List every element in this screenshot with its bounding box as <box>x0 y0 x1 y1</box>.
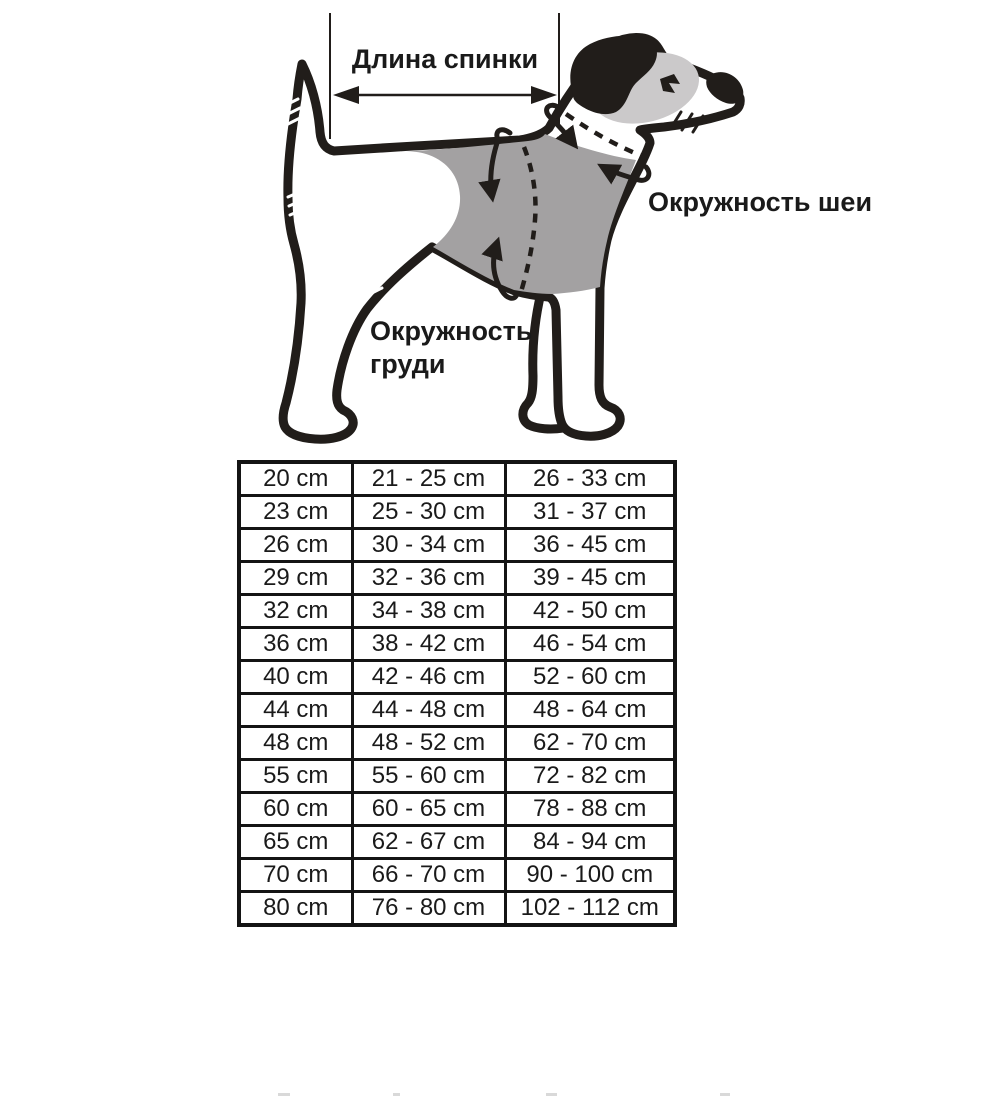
table-cell: 90 - 100 cm <box>505 859 675 892</box>
table-cell: 80 cm <box>239 892 352 926</box>
back-length-measure <box>330 13 559 139</box>
cropped-edge-mark <box>546 1093 557 1096</box>
table-cell: 42 - 50 cm <box>505 595 675 628</box>
chest-girth-label-line2: груди <box>370 349 446 379</box>
table-cell: 36 - 45 cm <box>505 529 675 562</box>
table-cell: 84 - 94 cm <box>505 826 675 859</box>
table-cell: 30 - 34 cm <box>352 529 505 562</box>
table-cell: 76 - 80 cm <box>352 892 505 926</box>
table-cell: 66 - 70 cm <box>352 859 505 892</box>
table-cell: 46 - 54 cm <box>505 628 675 661</box>
table-cell: 72 - 82 cm <box>505 760 675 793</box>
table-cell: 32 - 36 cm <box>352 562 505 595</box>
table-cell: 52 - 60 cm <box>505 661 675 694</box>
table-cell: 60 - 65 cm <box>352 793 505 826</box>
table-cell: 34 - 38 cm <box>352 595 505 628</box>
table-cell: 70 cm <box>239 859 352 892</box>
table-cell: 20 cm <box>239 462 352 496</box>
table-cell: 44 cm <box>239 694 352 727</box>
table-row <box>239 562 675 595</box>
table-cell: 26 - 33 cm <box>505 462 675 496</box>
table-cell: 29 cm <box>239 562 352 595</box>
table-row <box>239 529 675 562</box>
table-cell: 48 - 52 cm <box>352 727 505 760</box>
table-cell: 42 - 46 cm <box>352 661 505 694</box>
dog-measurement-diagram <box>0 0 1000 460</box>
table-row <box>239 859 675 892</box>
table-cell: 39 - 45 cm <box>505 562 675 595</box>
cropped-edge-mark <box>278 1093 290 1096</box>
table-cell: 55 - 60 cm <box>352 760 505 793</box>
table-cell: 25 - 30 cm <box>352 496 505 529</box>
back-length-label: Длина спинки <box>351 44 539 74</box>
table-row <box>239 628 675 661</box>
table-row <box>239 694 675 727</box>
table-cell: 31 - 37 cm <box>505 496 675 529</box>
table-row <box>239 760 675 793</box>
table-cell: 48 - 64 cm <box>505 694 675 727</box>
neck-girth-label: Окружность шеи <box>648 187 873 217</box>
table-row <box>239 727 675 760</box>
size-table <box>237 460 677 927</box>
table-cell: 36 cm <box>239 628 352 661</box>
back-length-arrowhead-left <box>333 86 359 104</box>
table-cell: 60 cm <box>239 793 352 826</box>
table-row <box>239 892 675 926</box>
table-cell: 78 - 88 cm <box>505 793 675 826</box>
table-row <box>239 595 675 628</box>
table-cell: 55 cm <box>239 760 352 793</box>
table-row <box>239 462 675 496</box>
back-length-arrowhead-right <box>531 86 557 104</box>
table-row <box>239 661 675 694</box>
table-cell: 23 cm <box>239 496 352 529</box>
chest-girth-label-line1: Окружность <box>370 316 533 346</box>
cropped-edge-mark <box>720 1093 730 1096</box>
table-row <box>239 496 675 529</box>
table-cell: 44 - 48 cm <box>352 694 505 727</box>
size-table-body <box>239 462 675 925</box>
table-cell: 62 - 70 cm <box>505 727 675 760</box>
table-cell: 40 cm <box>239 661 352 694</box>
table-cell: 65 cm <box>239 826 352 859</box>
table-cell: 102 - 112 cm <box>505 892 675 926</box>
table-row <box>239 793 675 826</box>
table-cell: 26 cm <box>239 529 352 562</box>
table-cell: 48 cm <box>239 727 352 760</box>
table-cell: 32 cm <box>239 595 352 628</box>
cropped-edge-mark <box>393 1093 400 1096</box>
table-row <box>239 826 675 859</box>
table-cell: 62 - 67 cm <box>352 826 505 859</box>
table-cell: 38 - 42 cm <box>352 628 505 661</box>
table-cell: 21 - 25 cm <box>352 462 505 496</box>
